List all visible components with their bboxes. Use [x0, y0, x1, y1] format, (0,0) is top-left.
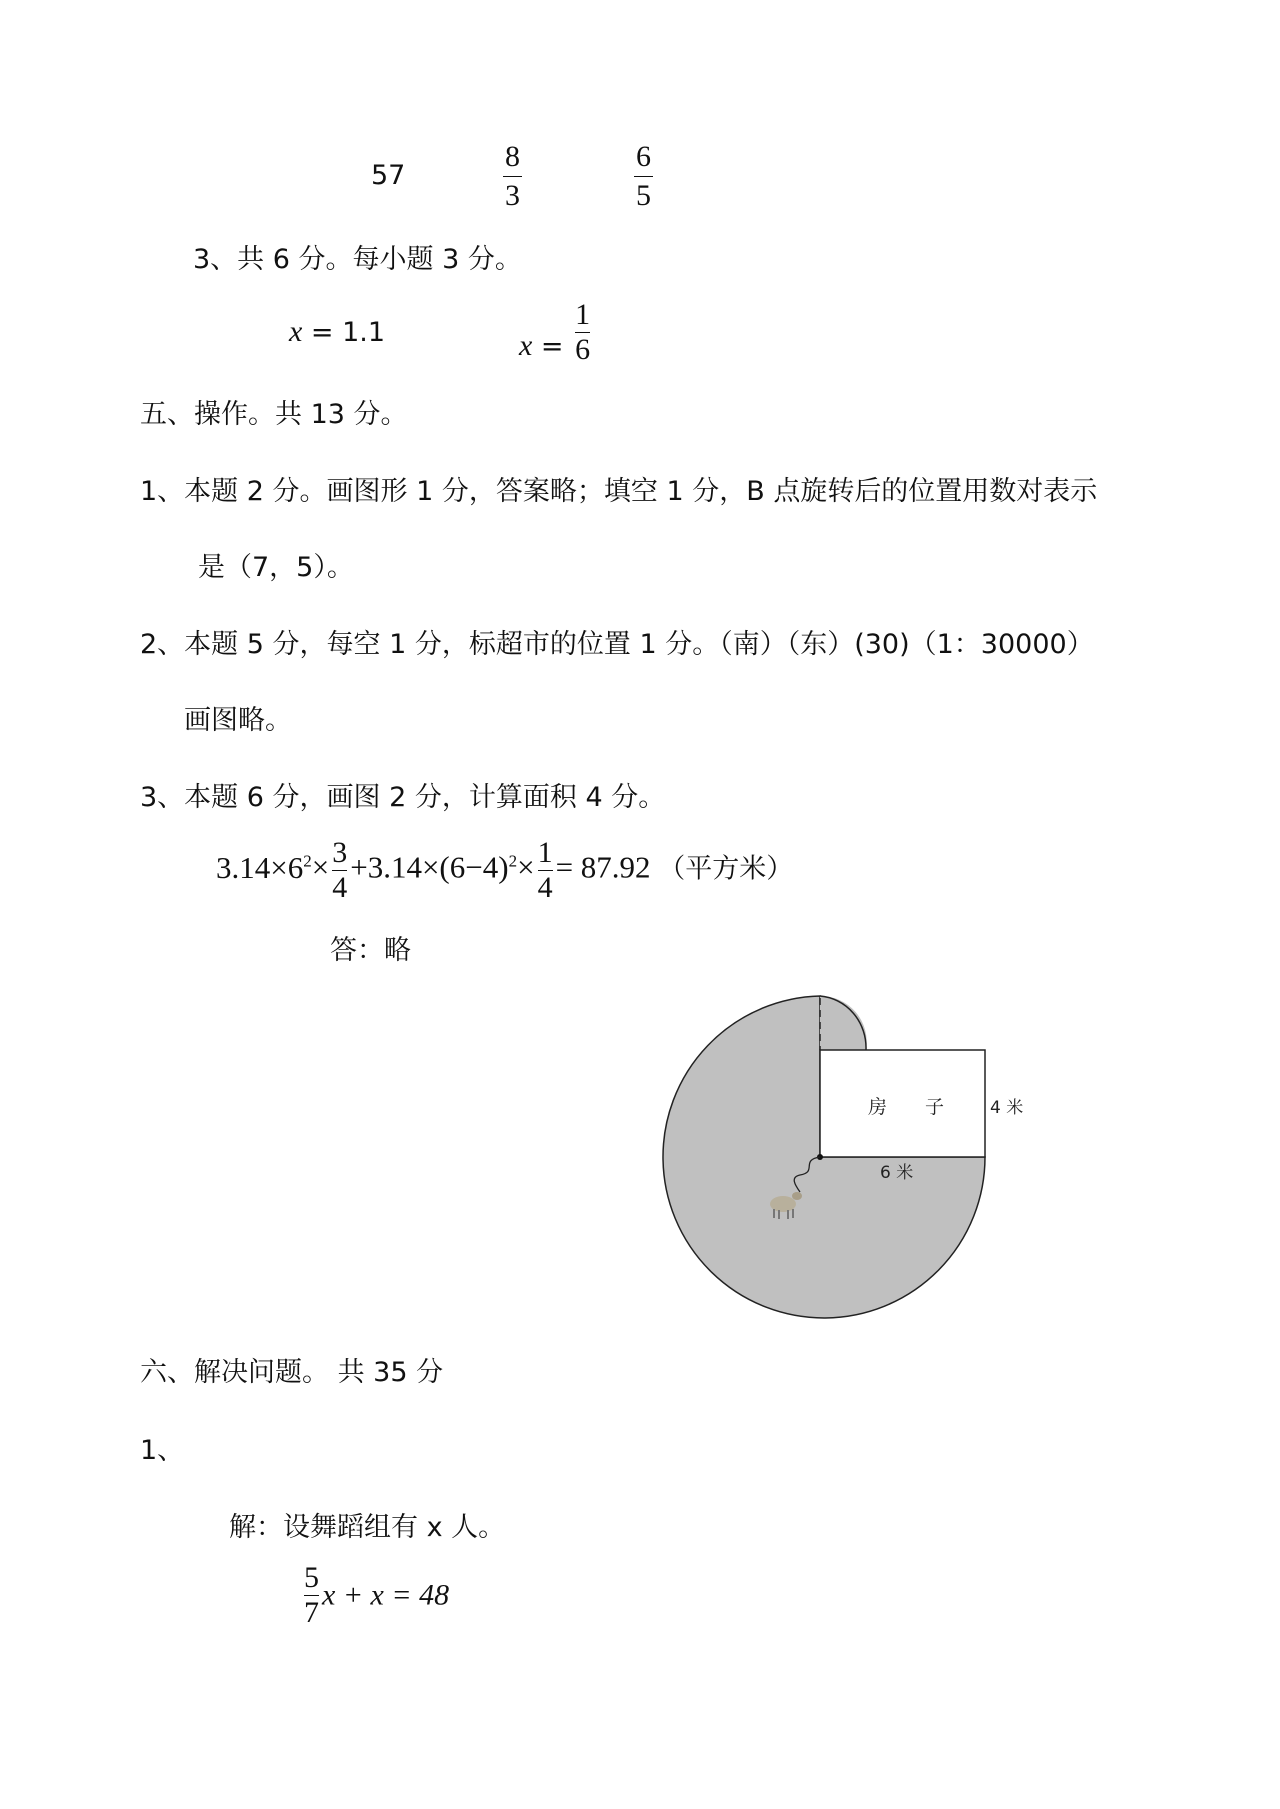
q3-header: 3、共 6 分。每小题 3 分。	[193, 244, 522, 275]
s6-solution: 解：设舞蹈组有 x 人。	[229, 1512, 506, 1543]
section6-heading: 六、解决问题。 共 35 分	[140, 1357, 444, 1388]
fraction-denominator: 5	[636, 179, 651, 212]
fraction-denominator: 7	[304, 1596, 319, 1629]
fraction-numerator: 1	[537, 836, 553, 869]
formula-term-1: 3.14×6	[216, 849, 304, 885]
fraction-numerator: 3	[332, 836, 348, 869]
fraction-numerator: 6	[636, 140, 651, 173]
section5-heading: 五、操作。共 13 分。	[140, 399, 408, 430]
formula-exponent-1: 2	[303, 851, 312, 871]
fraction-denominator: 6	[575, 333, 591, 366]
s5-item1-line2: 是（7，5）。	[198, 552, 354, 583]
formula-times-2: ×	[517, 849, 535, 885]
house-label: 房 子	[868, 1096, 945, 1118]
variable-x: x	[289, 315, 303, 348]
formula-times: ×	[311, 849, 330, 885]
s6-item1: 1、	[140, 1435, 185, 1466]
formula-term-2: +3.14×(6−4)	[350, 849, 509, 885]
answer-value: = 1.1	[310, 317, 386, 348]
fraction-5-7	[304, 1563, 319, 1628]
formula-exponent-2: 2	[508, 851, 518, 871]
section5-answer: 答：略	[330, 935, 411, 966]
formula-result: = 87.92	[555, 849, 651, 885]
s5-item2-line2: 画图略。	[184, 705, 292, 736]
formula-unit: （平方米）	[658, 853, 794, 885]
fraction-denominator: 4	[332, 871, 348, 904]
equals-sign: =	[540, 331, 564, 362]
s5-item1-line1: 1、本题 2 分。画图形 1 分，答案略；填空 1 分，B 点旋转后的位置用数对表示	[140, 476, 1098, 507]
s5-item3-line1: 3、本题 6 分，画图 2 分，计算面积 4 分。	[140, 782, 666, 813]
variable-x: x	[519, 329, 533, 362]
s5-item2-line1: 2、本题 5 分，每空 1 分，标超市的位置 1 分。（南）（东）(30)（1：30000）	[140, 629, 1094, 660]
value-57: 57	[371, 160, 406, 191]
fraction-denominator: 4	[537, 871, 553, 904]
fraction-numerator: 1	[575, 298, 591, 331]
equation-rest: x + x = 48	[322, 1578, 450, 1612]
height-label: 4 米	[990, 1098, 1024, 1118]
fraction-denominator: 3	[505, 179, 520, 212]
fraction-numerator: 8	[505, 140, 520, 173]
width-label: 6 米	[880, 1163, 914, 1183]
fraction-numerator: 5	[304, 1561, 319, 1594]
s6-equation	[301, 1563, 449, 1628]
